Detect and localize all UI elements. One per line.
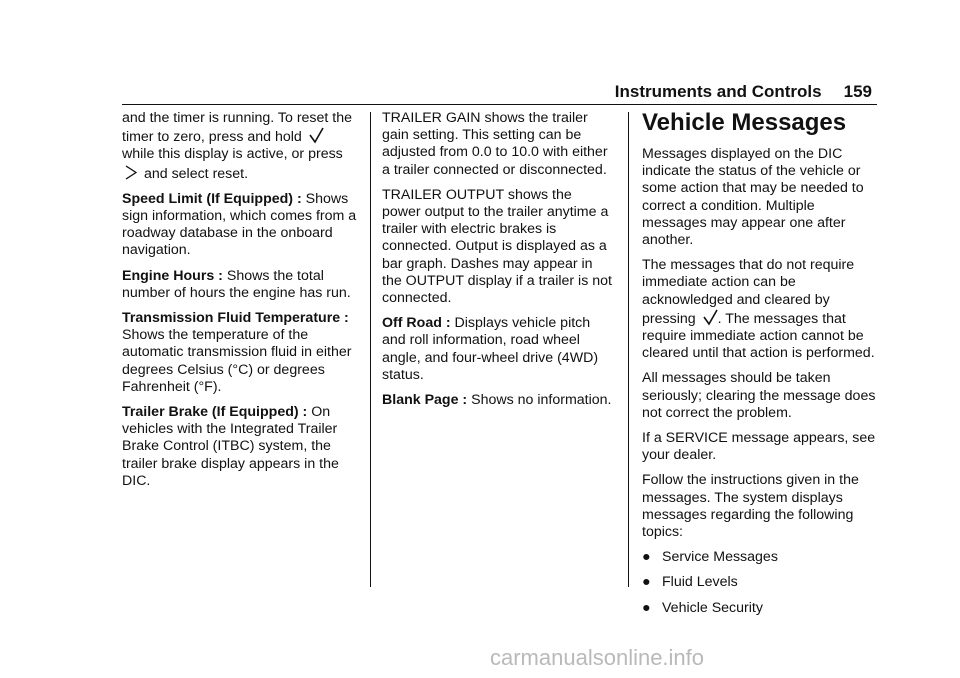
acknowledge-text-a: The messages that do not require immediate action can be acknowledged and cleared by pressing bbox=[642, 257, 855, 327]
bullet-icon: ● bbox=[642, 599, 651, 616]
trailer-brake-label: Trailer Brake (If Equipped) : bbox=[122, 404, 308, 421]
list-item bbox=[642, 574, 878, 591]
list-item bbox=[642, 600, 878, 617]
off-road-paragraph bbox=[382, 315, 614, 384]
list-item-label: Vehicle Security bbox=[662, 599, 763, 616]
timer-text-a: and the timer is running. To reset the timer to zero, press and hold bbox=[122, 110, 353, 146]
speed-limit-text: Shows sign information, which comes from a roadway database in the onboard navigation. bbox=[122, 190, 357, 259]
section-heading: Vehicle Messages bbox=[642, 109, 847, 136]
timer-text-c: and select reset. bbox=[143, 165, 249, 182]
page-number: 159 bbox=[843, 82, 872, 101]
header-rule bbox=[122, 104, 877, 105]
section-title: Instruments and Controls bbox=[614, 82, 822, 101]
speed-limit-label: Speed Limit (If Equipped) : bbox=[122, 190, 302, 207]
list-item-label: Service Messages bbox=[662, 549, 778, 566]
acknowledge-paragraph bbox=[642, 257, 878, 362]
column-2 bbox=[382, 110, 614, 417]
list-item-label: Fluid Levels bbox=[662, 574, 738, 591]
trailer-brake-text: On vehicles with the Integrated Trailer Brake Control (ITBC) system, the trailer brake display appears in the DIC. bbox=[122, 404, 339, 489]
service-paragraph: If a SERVICE message appears, see your dealer. bbox=[642, 430, 876, 464]
bullet-icon: ● bbox=[642, 574, 651, 591]
timer-text-b: while this display is active, or press bbox=[122, 146, 343, 163]
timer-paragraph bbox=[122, 110, 358, 183]
transmission-paragraph bbox=[122, 310, 358, 396]
engine-hours-text: Shows the total number of hours the engine has run. bbox=[122, 267, 351, 301]
off-road-text: Displays vehicle pitch and roll information, road wheel angle, and four-wheel drive (4WD) status. bbox=[382, 315, 599, 383]
messages-intro: Messages displayed on the DIC indicate the status of the vehicle or some action that may be needed to correct a condition. Multiple messages may appear one after another. bbox=[642, 146, 864, 249]
checkmark-icon bbox=[703, 309, 718, 326]
instructions-paragraph: Follow the instructions given in the messages. The system displays messages regarding the following topics: bbox=[642, 472, 859, 541]
blank-page-label: Blank Page : bbox=[382, 392, 468, 409]
list-item bbox=[642, 549, 878, 566]
serious-paragraph: All messages should be taken seriously; clearing the message does not correct the problem. bbox=[642, 370, 876, 421]
column-3 bbox=[642, 110, 878, 625]
transmission-text: Shows the temperature of the automatic transmission fluid in either degrees Celsius (°C) or degrees Fahrenheit (°F). bbox=[122, 327, 352, 395]
column-1 bbox=[122, 110, 358, 498]
off-road-label: Off Road : bbox=[382, 315, 451, 332]
trailer-brake-paragraph bbox=[122, 404, 358, 490]
blank-page-text: Shows no information. bbox=[471, 392, 612, 409]
checkmark-icon bbox=[309, 127, 324, 144]
page-header bbox=[600, 82, 872, 102]
speed-limit-paragraph bbox=[122, 191, 358, 260]
transmission-label: Transmission Fluid Temperature : bbox=[122, 310, 349, 327]
blank-page-paragraph bbox=[382, 392, 614, 409]
engine-hours-paragraph bbox=[122, 268, 358, 302]
engine-hours-label: Engine Hours : bbox=[122, 267, 223, 284]
acknowledge-text-b: . The messages that require immediate action cannot be cleared until that action is performed. bbox=[642, 310, 875, 362]
column-divider-2 bbox=[628, 112, 629, 587]
right-arrow-icon bbox=[125, 164, 137, 181]
trailer-output-paragraph: TRAILER OUTPUT shows the power output to the trailer anytime a trailer with electric brakes is connected. Output is displayed as a bar graph. Dashes may appear in the OUTPUT display if a trailer is not connected. bbox=[382, 186, 612, 307]
bullet-icon: ● bbox=[642, 549, 651, 566]
watermark: carmanualsonline.info bbox=[490, 645, 705, 670]
trailer-gain-paragraph: TRAILER GAIN shows the trailer gain setting. This setting can be adjusted from 0.0 to 10.0 with either a trailer connected or disconnected. bbox=[382, 110, 608, 178]
column-divider-1 bbox=[370, 112, 371, 587]
